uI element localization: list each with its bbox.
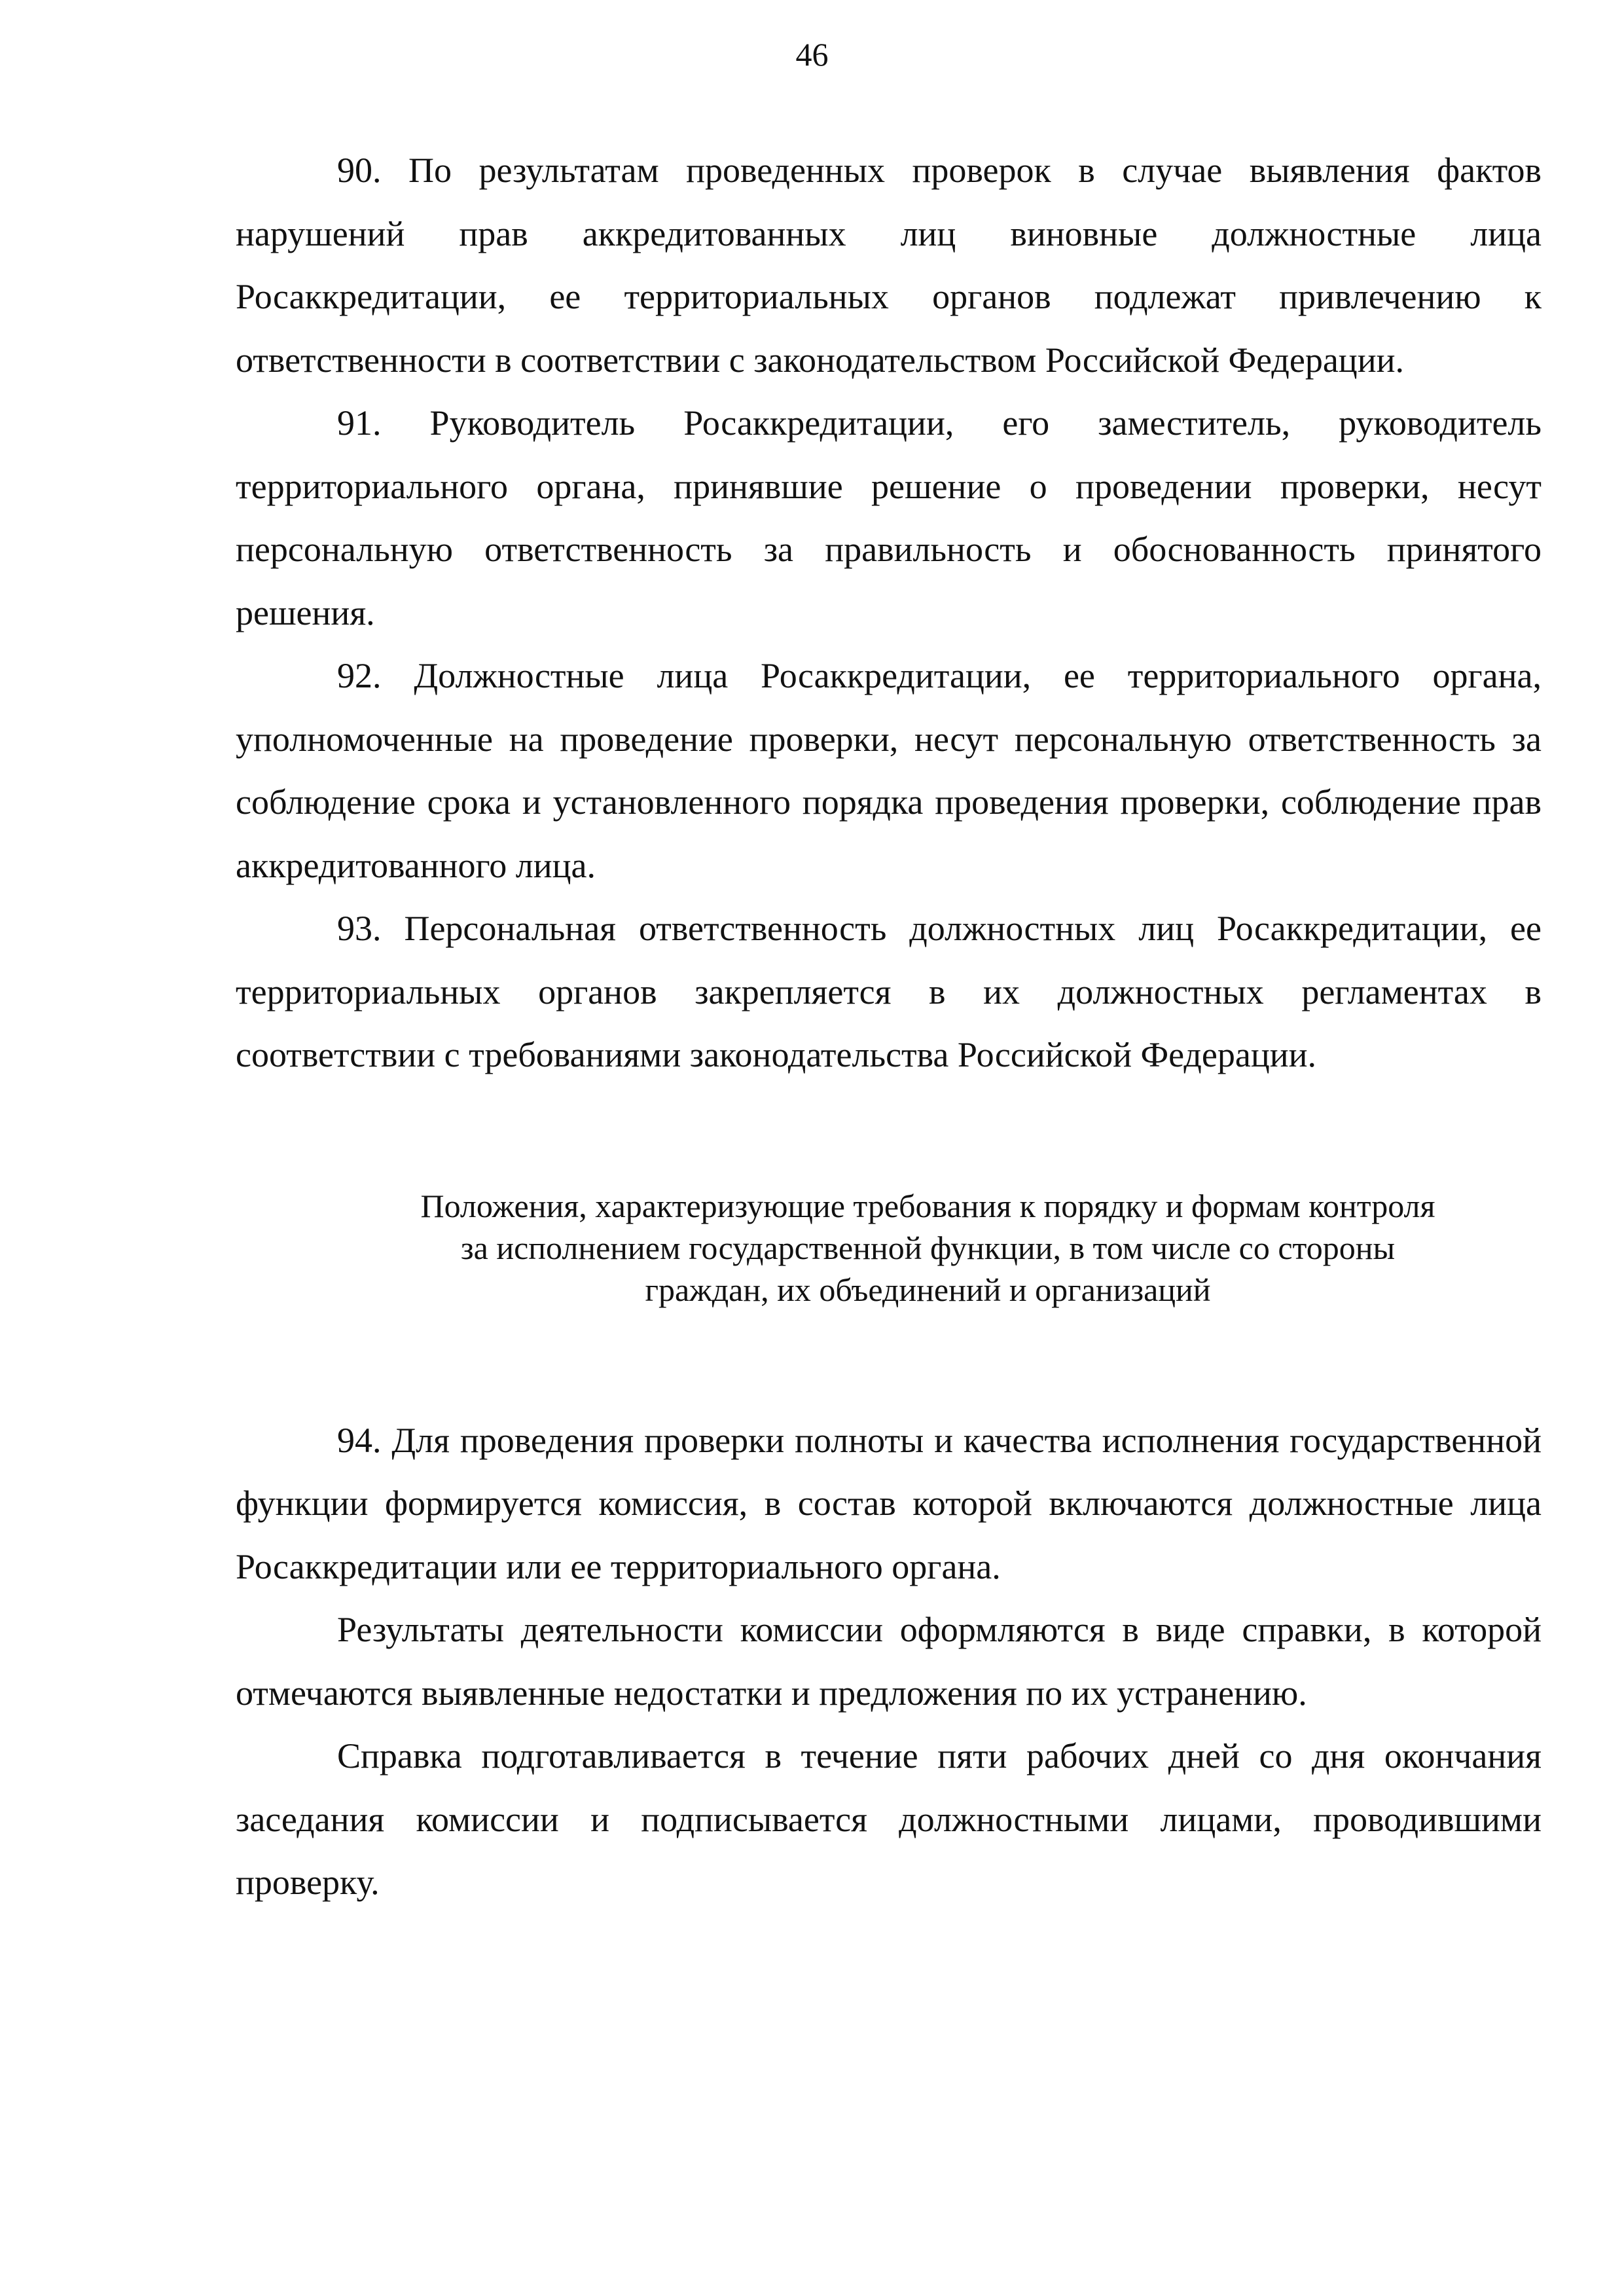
paragraph-90: 90. По результатам проведенных проверок в случае выявления фактов нарушений прав аккредитованных лиц виновные должностные лица Росаккредитации, ее территориальных органов подлежат привлечению к ответственности в соответствии с законодательством Российской Федерации. [236,151,1542,380]
paragraph-92: 92. Должностные лица Росаккредитации, ее территориального органа, уполномоченные на проведение проверки, несут персональную ответственность за соблюдение срока и установленного порядка проведения проверки, соблюдение прав аккредитованного лица. [236,656,1542,885]
paragraph-94: 94. Для проведения проверки полноты и качества исполнения государственной функции формируется комиссия, в состав которой включаются должностные лица Росаккредитации или ее территориального органа. [236,1420,1542,1586]
section-heading [236,1185,1542,1311]
section-heading-line: граждан, их объединений и организаций [645,1271,1211,1308]
paragraph-results: Результаты деятельности комиссии оформляются в виде справки, в которой отмечаются выявленные недостатки и предложения по их устранению. [236,1610,1542,1713]
document-body [236,139,1542,1914]
paragraph-93: 93. Персональная ответственность должностных лиц Росаккредитации, ее территориальных органов закрепляется в их должностных регламентах в соответствии с требованиями законодательства Российской Федерации. [236,909,1542,1074]
page-number: 46 [795,36,829,73]
paragraph-91: 91. Руководитель Росаккредитации, его заместитель, руководитель территориального органа, принявшие решение о проведении проверки, несут персональную ответственность за правильность и обоснованность принятого решения. [236,403,1542,632]
paragraph-report: Справка подготавливается в течение пяти рабочих дней со дня окончания заседания комиссии и подписывается должностными лицами, проводившими проверку. [236,1736,1542,1902]
section-heading-line: Положения, характеризующие требования к порядку и формам контроля [420,1187,1435,1224]
section-heading-line: за исполнением государственной функции, в том числе со стороны [460,1229,1396,1266]
